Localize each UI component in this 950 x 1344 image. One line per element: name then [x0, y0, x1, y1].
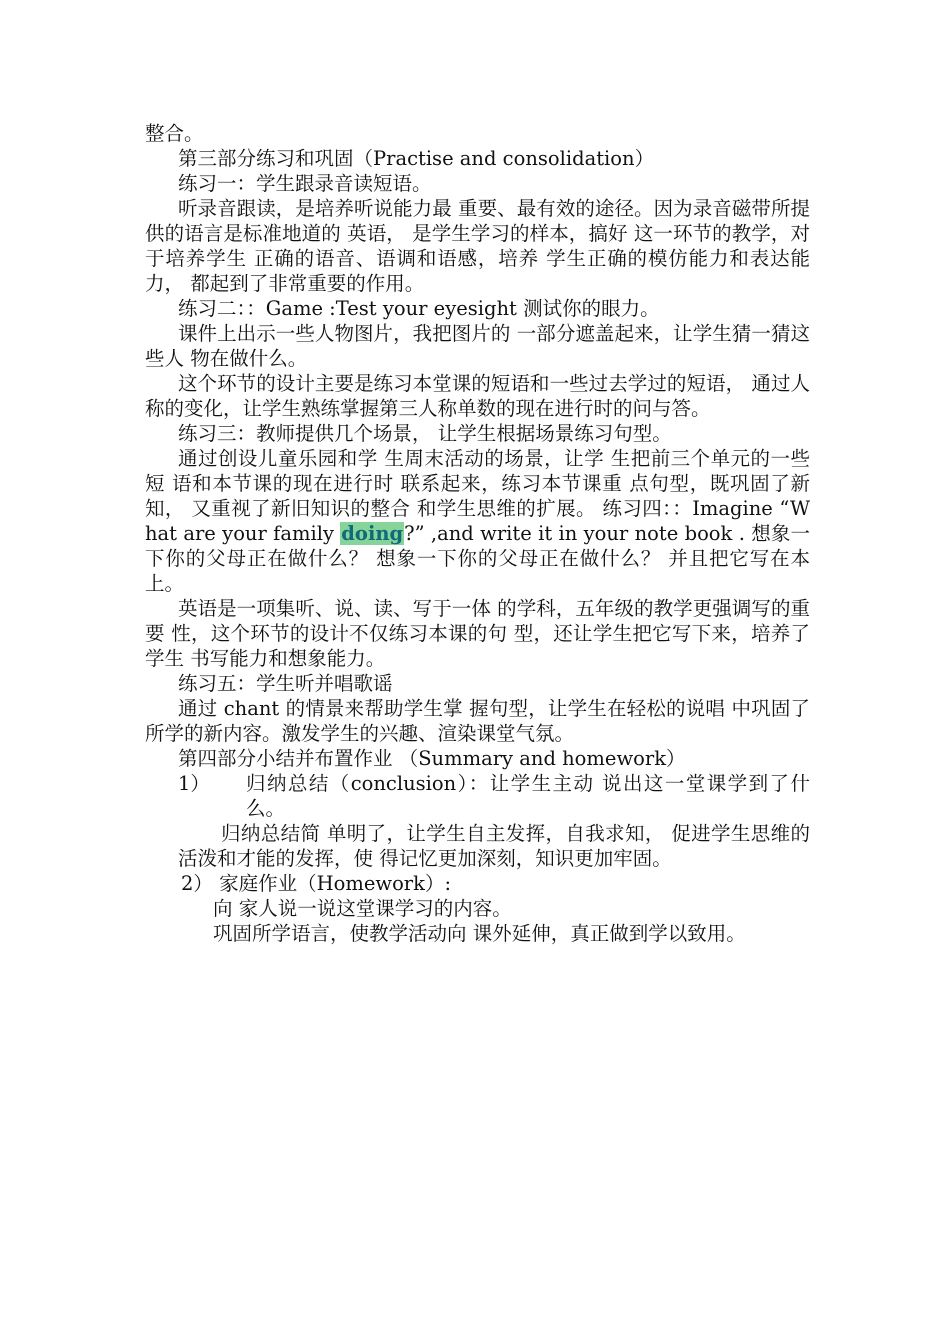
paragraph-continuation: 整合。: [145, 122, 204, 145]
section-four-heading: 第四部分小结并布置作业 （Summary and homework）: [178, 747, 686, 770]
exercise-five-title: 练习五：学生听并唱歌谣: [178, 672, 393, 695]
list-number-1: 1）: [178, 772, 210, 795]
exercise-four-description: 英语是一项集听、说、读、写于一体 的学科，五年级的教学更强调写的重要 性，这个环节的设计不仅练习本课的句 型，还让学生把它写下来，培养了学生 书写能力和想象能力。: [145, 597, 810, 670]
conclusion-description: 归纳总结简 单明了，让学生自主发挥，自我求知， 促进学生思维的活泼和才能的发挥，使 得记忆更加深刻，知识更加牢固。: [178, 822, 810, 870]
exercise-two-description: 这个环节的设计主要是练习本堂课的短语和一些过去学过的短语， 通过人称的变化，让学生熟练掌握第三人称单数的现在进行时的问与答。: [145, 372, 810, 420]
exercise-one-description: 听录音跟读，是培养听说能力最 重要、最有效的途径。因为录音磁带所提供的语言是标准地道的 英语， 是学生学习的样本，搞好 这一环节的教学，对于培养学生 正确的语音、语调和语感，培养 学生正确的模仿能力和表达能力， 都起到了非常重要的作用。: [145, 197, 810, 295]
exercise-three-four-paragraph: [145, 446, 810, 596]
homework-instruction: 向 家人说一说这堂课学习的内容。: [213, 897, 512, 920]
exercise-three-title: 练习三：教师提供几个场景， 让学生根据场景练习句型。: [178, 422, 672, 445]
exercise-three-text: 通过创设儿童乐园和学 生周末活动的场景，让学 生把前三个单元的一些短 语和本节课的现在进行时 联系起来，练习本节课重 点句型，既巩固了新知， 又重视了新旧知识的整合 和学生思维的扩展。 练习四：：Imagine “What are your family: [145, 447, 810, 545]
homework-description: 巩固所学语言，使教学活动向 课外延伸，真正做到学以致用。: [213, 922, 746, 945]
list-item-conclusion: [145, 771, 810, 821]
list-body-conclusion: 归纳总结（conclusion）：让学生主动 说出这一堂课学到了什么。: [246, 772, 810, 820]
list-item-homework: 2） 家庭作业（Homework）:: [181, 872, 452, 895]
exercise-two-instruction: 课件上出示一些人物图片，我把图片的 一部分遮盖起来，让学生猜一猜这些人 物在做什么。: [145, 322, 810, 370]
exercise-four-text: ?” ,and write it in your note book . 想象一下你的父母正在做什么？ 想象一下你的父母正在做什么？ 并且把它写在本上。: [145, 522, 810, 595]
exercise-two-title: 练习二：：Game :Test your eyesight 测试你的眼力。: [178, 297, 660, 320]
highlighted-word-doing: doing: [341, 522, 404, 545]
document-body: [145, 121, 810, 946]
exercise-five-description: 通过 chant 的情景来帮助学生掌 握句型，让学生在轻松的说唱 中巩固了所学的新内容。激发学生的兴趣、渲染课堂气氛。: [145, 697, 810, 745]
exercise-one-title: 练习一：学生跟录音读短语。: [178, 172, 432, 195]
section-three-heading: 第三部分练习和巩固（Practise and consolidation）: [178, 147, 655, 170]
